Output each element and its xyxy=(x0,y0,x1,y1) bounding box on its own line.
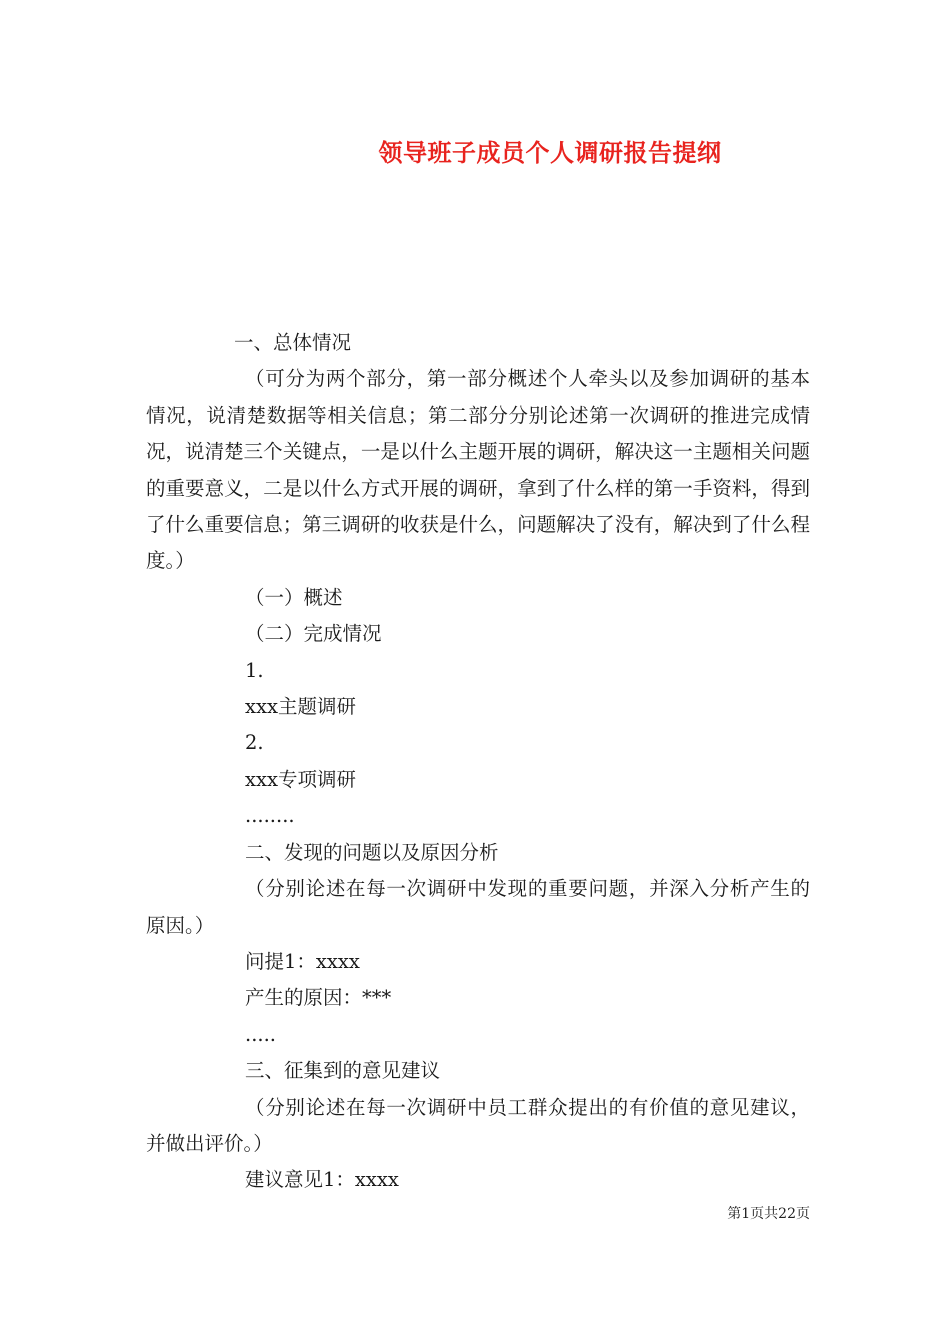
section-1-note: （可分为两个部分，第一部分概述个人牵头以及参加调研的基本情况，说清楚数据等相关信息；第二部分分别论述第一次调研的推进完成情况，说清楚三个关键点，一是以什么主题开展的调研，解决这一主题相关问题的重要意义，二是以什么方式开展的调研，拿到了什么样的第一手资料，得到了什么重要信息；第三调研的收获是什么，问题解决了没有，解决到了什么程度。） xyxy=(146,367,810,573)
section-2-cause: 产生的原因：*** xyxy=(245,986,392,1010)
section-2-note: （分别论述在每一次调研中发现的重要问题，并深入分析产生的原因。） xyxy=(146,877,810,937)
section-3-note: （分别论述在每一次调研中员工群众提出的有价值的意见建议，并做出评价。） xyxy=(146,1095,810,1155)
page-number-footer: 第1页共22页 xyxy=(727,1206,810,1222)
document-title: 领导班子成员个人调研报告提纲 xyxy=(378,138,722,167)
section-2-heading: 二、发现的问题以及原因分析 xyxy=(245,840,499,864)
item-2-text: xxx专项调研 xyxy=(245,767,356,791)
section-3-heading: 三、征集到的意见建议 xyxy=(245,1059,441,1083)
section-3-suggestion: 建议意见1：xxxx xyxy=(245,1168,399,1192)
item-1-number: 1. xyxy=(245,658,264,682)
section-2-ellipsis: ..... xyxy=(245,1022,276,1046)
section-1-sub-overview: （一）概述 xyxy=(245,585,343,609)
document-body xyxy=(146,325,810,1199)
item-1-text: xxx主题调研 xyxy=(245,695,356,719)
item-2-number: 2. xyxy=(245,731,264,755)
section-1-ellipsis: ........ xyxy=(245,804,295,828)
section-2-problem: 问提1：xxxx xyxy=(245,949,360,973)
section-1-heading: 一、总体情况 xyxy=(234,331,352,354)
section-1-sub-completion: （二）完成情况 xyxy=(245,622,382,646)
